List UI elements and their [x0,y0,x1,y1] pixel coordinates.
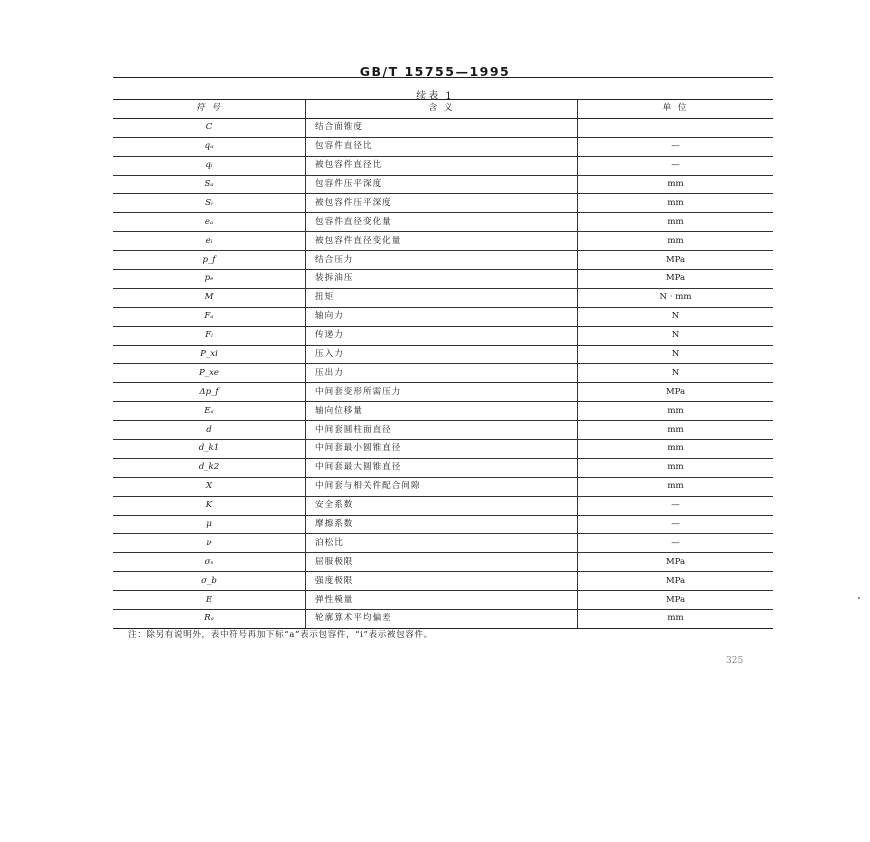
meaning-cell: 泊松比 [306,534,578,553]
symbol-cell: Sᵢ [113,194,306,213]
symbol-cell: Rₐ [113,610,306,629]
meaning-cell: 轮廓算术平均偏差 [306,610,578,629]
table-row [113,553,773,572]
symbol-cell: qₐ [113,137,306,156]
table-row [113,402,773,421]
symbol-cell: qᵢ [113,156,306,175]
meaning-cell: 包容件直径变化量 [306,213,578,232]
meaning-cell: 包容件直径比 [306,137,578,156]
table-row [113,137,773,156]
scan-speck [858,597,860,599]
symbol-cell: p_f [113,251,306,270]
meaning-cell: 传递力 [306,326,578,345]
meaning-cell: 摩擦系数 [306,515,578,534]
column-header-unit: 单 位 [578,100,774,119]
meaning-cell: 扭矩 [306,288,578,307]
symbol-cell: σₛ [113,553,306,572]
meaning-cell: 中间套圆柱面直径 [306,421,578,440]
table-row [113,421,773,440]
meaning-cell: 轴向力 [306,307,578,326]
meaning-cell: 屈服极限 [306,553,578,572]
table-row [113,326,773,345]
symbol-cell: eₐ [113,213,306,232]
meaning-cell: 中间套与相关件配合间隙 [306,477,578,496]
meaning-cell: 强度极限 [306,572,578,591]
table-row [113,572,773,591]
table-row [113,515,773,534]
unit-cell [578,118,774,137]
symbol-cell: d [113,421,306,440]
meaning-cell: 中间套最小圆锥直径 [306,440,578,459]
unit-cell: MPa [578,572,774,591]
meaning-cell: 弹性模量 [306,591,578,610]
meaning-cell: 压出力 [306,364,578,383]
symbol-cell: Δp_f [113,383,306,402]
symbol-cell: pₑ [113,270,306,289]
symbol-cell: Sₐ [113,175,306,194]
table-row [113,307,773,326]
unit-cell: N [578,307,774,326]
symbol-cell: eᵢ [113,232,306,251]
unit-cell: mm [578,477,774,496]
table-row [113,440,773,459]
meaning-cell: 结合面锥度 [306,118,578,137]
symbol-cell: E [113,591,306,610]
table-row [113,383,773,402]
meaning-cell: 包容件压平深度 [306,175,578,194]
symbol-cell: Fᵢ [113,326,306,345]
table-row [113,270,773,289]
unit-cell: — [578,137,774,156]
table-row [113,118,773,137]
table-header-row [113,100,773,119]
meaning-cell: 中间套最大圆锥直径 [306,458,578,477]
unit-cell: mm [578,610,774,629]
unit-cell: mm [578,458,774,477]
unit-cell: MPa [578,553,774,572]
table-row [113,175,773,194]
unit-cell: MPa [578,270,774,289]
table-row [113,288,773,307]
symbol-cell: Fₐ [113,307,306,326]
symbol-cell: μ [113,515,306,534]
table-note: 注：除另有说明外，表中符号再加下标“a”表示包容件，“i”表示被包容件。 [128,630,433,640]
symbol-cell: d_k2 [113,458,306,477]
unit-cell: N · mm [578,288,774,307]
unit-cell: mm [578,194,774,213]
header-rule [113,77,773,78]
symbol-cell: d_k1 [113,440,306,459]
symbol-cell: C [113,118,306,137]
table-row [113,232,773,251]
symbol-cell: σ_b [113,572,306,591]
unit-cell: MPa [578,591,774,610]
table-row [113,534,773,553]
symbol-cell: Eₐ [113,402,306,421]
meaning-cell: 压入力 [306,345,578,364]
unit-cell: mm [578,232,774,251]
unit-cell: mm [578,175,774,194]
unit-cell: MPa [578,251,774,270]
unit-cell: mm [578,402,774,421]
table-row [113,251,773,270]
table-row [113,213,773,232]
meaning-cell: 被包容件直径变化量 [306,232,578,251]
unit-cell: — [578,534,774,553]
symbol-table [113,99,773,629]
unit-cell: mm [578,213,774,232]
symbol-cell: ν [113,534,306,553]
meaning-cell: 轴向位移量 [306,402,578,421]
column-header-symbol: 符 号 [113,100,306,119]
table-row [113,194,773,213]
page-number: 325 [726,656,744,666]
symbol-cell: P_xi [113,345,306,364]
meaning-cell: 装拆油压 [306,270,578,289]
table-row [113,477,773,496]
unit-cell: N [578,364,774,383]
meaning-cell: 被包容件直径比 [306,156,578,175]
unit-cell: MPa [578,383,774,402]
unit-cell: N [578,345,774,364]
symbol-cell: M [113,288,306,307]
standard-code-header: GB/T 15755—1995 [359,64,511,79]
unit-cell: N [578,326,774,345]
table-row [113,156,773,175]
table-row [113,610,773,629]
meaning-cell: 被包容件压平深度 [306,194,578,213]
unit-cell: — [578,156,774,175]
table-caption: 续表 1 [416,91,454,102]
meaning-cell: 中间套变形所需压力 [306,383,578,402]
unit-cell: mm [578,421,774,440]
symbol-cell: X [113,477,306,496]
table-row [113,364,773,383]
table-row [113,458,773,477]
meaning-cell: 安全系数 [306,496,578,515]
table-row [113,591,773,610]
unit-cell: — [578,515,774,534]
meaning-cell: 结合压力 [306,251,578,270]
symbol-cell: P_xe [113,364,306,383]
table-row [113,345,773,364]
unit-cell: — [578,496,774,515]
symbol-cell: K [113,496,306,515]
unit-cell: mm [578,440,774,459]
column-header-meaning: 含 义 [306,100,578,119]
table-row [113,496,773,515]
